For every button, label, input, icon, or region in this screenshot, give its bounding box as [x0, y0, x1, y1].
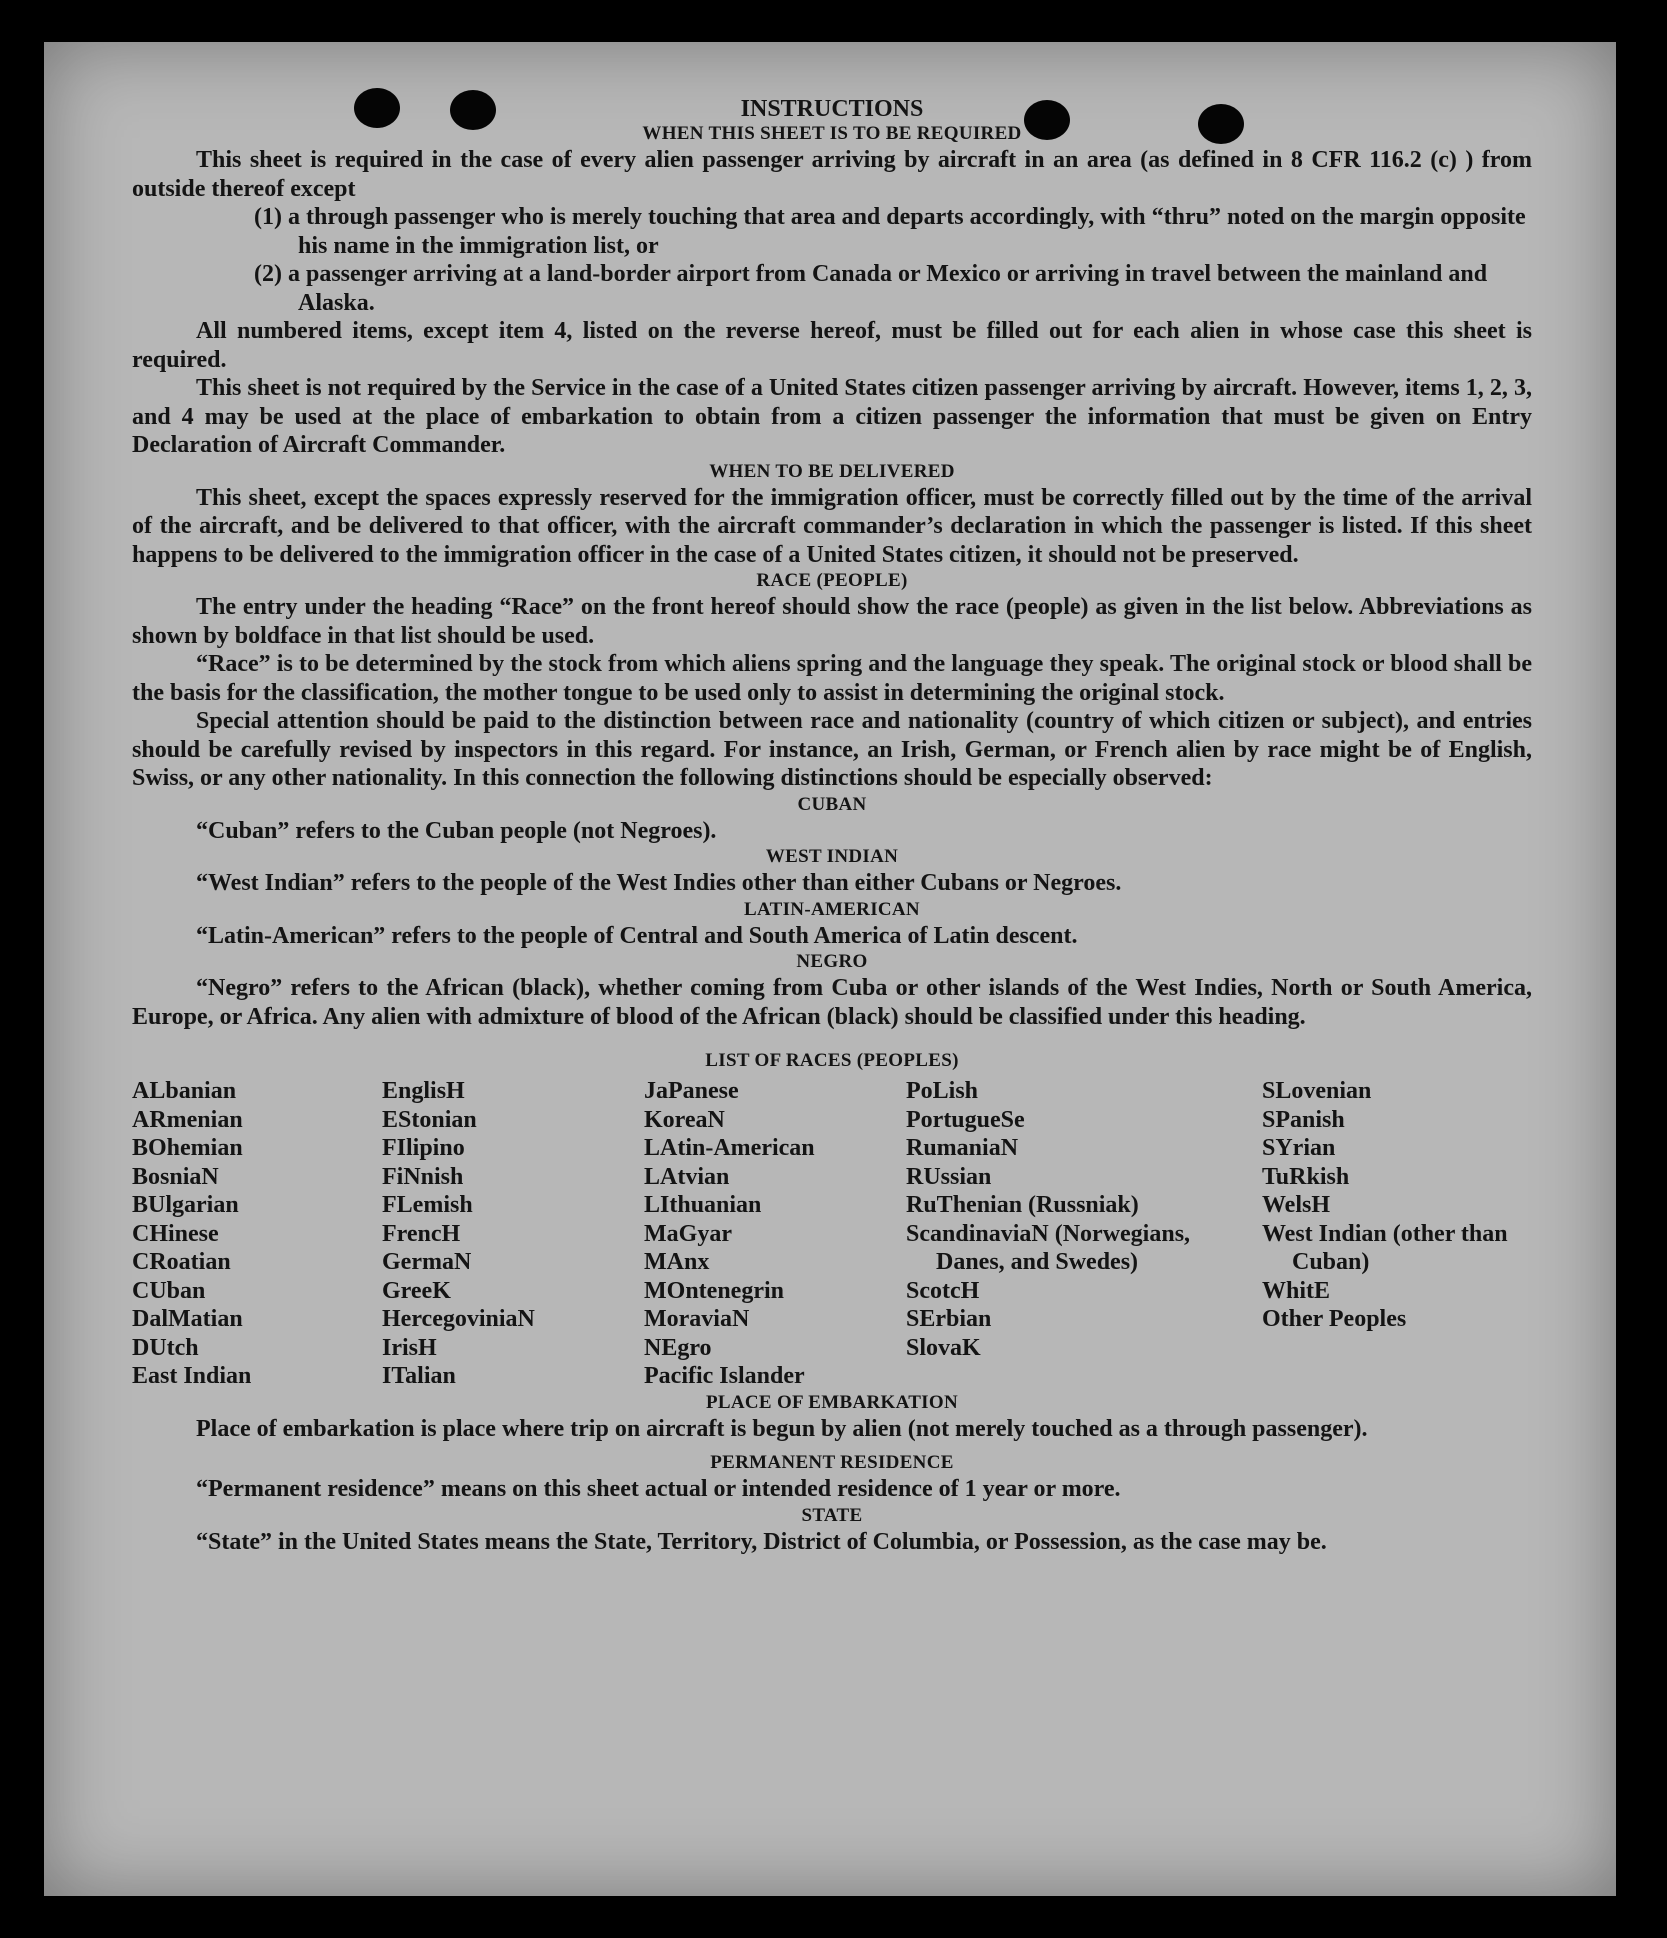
races-list — [132, 1077, 1532, 1391]
race-item: SPanish — [1262, 1106, 1345, 1133]
race-item: GermaN — [382, 1249, 472, 1275]
race-item: RUssian — [906, 1163, 992, 1190]
race-item: MoraviaN — [644, 1306, 750, 1332]
heading-permanent-residence: PERMANENT RESIDENCE — [710, 1452, 954, 1473]
race-item: LAtin-American — [644, 1135, 815, 1161]
paragraph: All numbered items, except item 4, listed on the reverse hereof, must be filled out for each alien in whose case this sheet is required. — [132, 318, 1532, 373]
exception-item-2: (2) a passenger arriving at a land-border airport from Canada or Mexico or arriving in travel between the mainland and Alaska. — [254, 261, 1488, 316]
race-item: SlovaK — [906, 1334, 981, 1361]
race-item: FLemish — [382, 1192, 473, 1218]
races-column-1 — [132, 1077, 382, 1391]
race-item: RumaniaN — [906, 1135, 1019, 1161]
race-item: LAtvian — [644, 1163, 730, 1190]
paragraph: This sheet is required in the case of every alien passenger arriving by aircraft in an area (as defined in 8 CFR 116.2 (c) ) from outside thereof except — [132, 147, 1532, 202]
race-item: HercegoviniaN — [382, 1306, 535, 1332]
paragraph: The entry under the heading “Race” on the front hereof should show the race (people) as given in the list below. Abbreviations as shown by boldface in that list should be used. — [132, 594, 1532, 649]
paragraph: This sheet, except the spaces expressly reserved for the immigration officer, must be correctly filled out by the time of the arrival of the aircraft, and be delivered to that officer, with the aircraft commander’s declaration in which the passenger is listed. If this sheet happens to be delivered to the immigration officer in the case of a United States citizen, it should not be preserved. — [132, 484, 1532, 568]
race-item: IrisH — [382, 1334, 437, 1361]
race-item: EStonian — [382, 1106, 477, 1133]
heading-negro: NEGRO — [796, 951, 868, 972]
paragraph: “Cuban” refers to the Cuban people (not Negroes). — [196, 817, 717, 844]
race-item: BUlgarian — [132, 1192, 239, 1218]
race-item: ITalian — [382, 1363, 456, 1389]
heading-list-of-races: LIST OF RACES (PEOPLES) — [705, 1050, 959, 1071]
race-item: NEgro — [644, 1334, 712, 1361]
race-item: CHinese — [132, 1220, 219, 1247]
paragraph: “Race” is to be determined by the stock from which aliens spring and the language they speak. The original stock or blood shall be the basis for the classification, the mother tongue to be used only to assist in determining the original stock. — [132, 651, 1532, 706]
heading-embarkation: PLACE OF EMBARKATION — [706, 1391, 958, 1413]
paragraph: “Permanent residence” means on this sheet actual or intended residence of 1 year or more. — [196, 1476, 1121, 1502]
race-item: FIlipino — [382, 1135, 465, 1161]
race-item: ScandinaviaN (Norwegians, Danes, and Swedes) — [906, 1220, 1191, 1275]
race-item: Other Peoples — [1262, 1306, 1407, 1332]
races-column-5 — [1262, 1077, 1530, 1391]
heading-west-indian: WEST INDIAN — [765, 846, 899, 867]
race-item: FiNnish — [382, 1163, 464, 1190]
race-item: BosniaN — [132, 1163, 219, 1190]
heading-latin-american: LATIN-AMERICAN — [744, 898, 920, 920]
paragraph: This sheet is not required by the Service in the case of a United States citizen passenger arriving by aircraft. However, items 1, 2, 3, and 4 may be used at the place of embarkation to obtain from a citizen passenger the information that must be given on Entry Declaration of Aircraft Commander. — [132, 375, 1532, 458]
paragraph: “West Indian” refers to the people of the West Indies other than either Cubans or Negroes. — [196, 870, 1122, 896]
race-item: ARmenian — [132, 1106, 243, 1133]
paragraph: “Negro” refers to the African (black), whether coming from Cuba or other islands of the West Indies, North or South America, Europe, or Africa. Any alien with admixture of blood of the African (black) should be classified under this heading. — [132, 975, 1532, 1030]
heading-state: STATE — [801, 1504, 863, 1526]
race-item: WelsH — [1262, 1192, 1331, 1218]
race-item: CRoatian — [132, 1249, 231, 1275]
race-item: BOhemian — [132, 1135, 243, 1161]
race-item: GreeK — [382, 1277, 451, 1304]
instructions-title: INSTRUCTIONS — [740, 96, 924, 122]
race-item: ALbanian — [132, 1078, 237, 1104]
race-item: SYrian — [1262, 1135, 1336, 1161]
heading-cuban: CUBAN — [797, 793, 867, 815]
paragraph: Special attention should be paid to the distinction between race and nationality (country of which citizen or subject), and entries should be carefully revised by inspectors in this regard. For instance, an Irish, German, or French alien by race might be of English, Swiss, or any other nationality. In this connection the following distinctions should be especially observed: — [132, 708, 1532, 791]
race-item: EnglisH — [382, 1078, 465, 1104]
race-item: SLovenian — [1262, 1078, 1372, 1104]
races-column-3 — [644, 1077, 906, 1391]
paragraph: “State” in the United States means the State, Territory, District of Columbia, or Possession, as the case may be. — [196, 1528, 1327, 1555]
heading-when-required: WHEN THIS SHEET IS TO BE REQUIRED — [642, 123, 1022, 144]
race-item: SErbian — [906, 1306, 992, 1332]
paragraph: “Latin-American” refers to the people of Central and South America of Latin descent. — [196, 922, 1078, 949]
paragraph: Place of embarkation is place where trip on aircraft is begun by alien (not merely touched as a through passenger). — [196, 1415, 1368, 1442]
race-item: LIthuanian — [644, 1192, 762, 1218]
race-item: ScotcH — [906, 1277, 980, 1304]
race-item: TuRkish — [1262, 1163, 1350, 1190]
race-item: West Indian (other than Cuban) — [1262, 1220, 1508, 1275]
race-item: East Indian — [132, 1363, 252, 1389]
race-item: DUtch — [132, 1334, 199, 1361]
heading-when-delivered: WHEN TO BE DELIVERED — [709, 460, 955, 482]
race-item: MOntenegrin — [644, 1277, 784, 1304]
race-item: RuThenian (Russniak) — [906, 1192, 1139, 1218]
race-item: JaPanese — [644, 1078, 739, 1104]
race-item: MaGyar — [644, 1220, 732, 1247]
races-column-2 — [382, 1077, 644, 1391]
race-item: Pacific Islander — [644, 1363, 805, 1389]
race-item: MAnx — [644, 1249, 710, 1275]
race-item: DalMatian — [132, 1306, 243, 1332]
exception-item-1: (1) a through passenger who is merely touching that area and departs accordingly, with “thru” noted on the margin opposite his name in the immigration list, or — [254, 204, 1526, 259]
race-item: CUban — [132, 1277, 206, 1304]
race-item: PortugueSe — [906, 1106, 1025, 1133]
instructions-text — [132, 96, 1532, 1556]
race-item: PoLish — [906, 1078, 979, 1104]
race-item: KoreaN — [644, 1106, 725, 1133]
races-column-4 — [906, 1077, 1262, 1391]
race-item: FrencH — [382, 1220, 461, 1247]
race-item: WhitE — [1262, 1277, 1331, 1304]
heading-race: RACE (PEOPLE) — [756, 570, 908, 591]
